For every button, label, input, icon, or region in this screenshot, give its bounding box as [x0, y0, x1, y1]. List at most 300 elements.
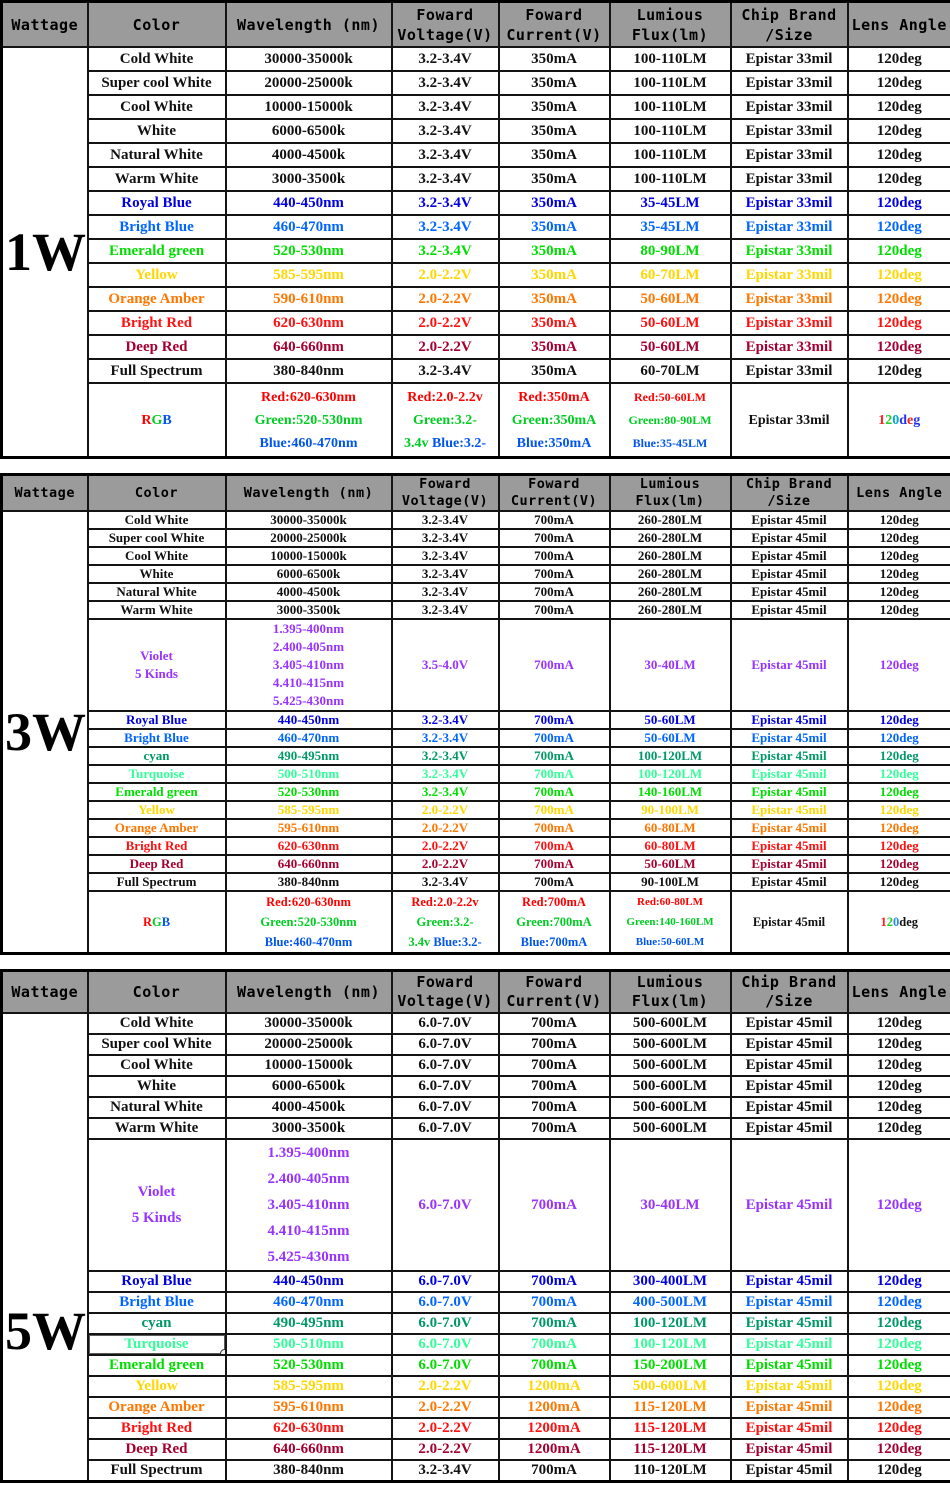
spec-row — [2, 1439, 950, 1460]
lens-cell: 120deg — [848, 765, 950, 783]
wavelength-cell: 590-610nm — [226, 287, 392, 311]
lens-cell: 120deg — [848, 747, 950, 765]
voltage-cell: 3.2-3.4V — [392, 1460, 499, 1482]
spec-row — [2, 1055, 950, 1076]
col-header-current: Foward Current(V) — [499, 475, 610, 512]
col-header-wattage: Wattage — [2, 2, 88, 48]
spec-row — [2, 765, 950, 783]
current-cell: 700mA — [499, 765, 610, 783]
spec-row — [2, 1076, 950, 1097]
color-cell: Bright Blue — [88, 1292, 226, 1313]
lens-cell: 120deg — [848, 119, 950, 143]
wavelength-cell: 3000-3500k — [226, 1118, 392, 1139]
color-cell: Yellow — [88, 801, 226, 819]
wavelength-cell: 30000-35000k — [226, 511, 392, 529]
flux-cell: Red:50-60LM Green:80-90LM Blue:35-45LM — [610, 383, 731, 458]
voltage-cell: 3.2-3.4V — [392, 95, 499, 119]
spec-row — [2, 311, 950, 335]
chip-cell: Epistar 45mil — [731, 1139, 848, 1271]
chip-cell: Epistar 45mil — [731, 711, 848, 729]
color-cell: Cool White — [88, 95, 226, 119]
chip-cell: Epistar 45mil — [731, 1376, 848, 1397]
spec-row — [2, 729, 950, 747]
wattage-cell — [2, 511, 88, 954]
chip-cell: Epistar 33mil — [731, 287, 848, 311]
color-cell: Bright Blue — [88, 729, 226, 747]
lens-cell: 120deg — [848, 729, 950, 747]
color-cell: Orange Amber — [88, 1397, 226, 1418]
wavelength-cell: 380-840nm — [226, 1460, 392, 1482]
lens-cell: 120deg — [848, 1439, 950, 1460]
wavelength-cell: 6000-6500k — [226, 119, 392, 143]
spec-row — [2, 1355, 950, 1376]
current-cell: 700mA — [499, 729, 610, 747]
flux-cell: 80-90LM — [610, 239, 731, 263]
chip-cell: Epistar 45mil — [731, 1334, 848, 1355]
wavelength-cell: 3000-3500k — [226, 167, 392, 191]
spec-row — [2, 1313, 950, 1334]
spec-row — [2, 95, 950, 119]
flux-cell: 100-110LM — [610, 119, 731, 143]
current-cell: 350mA — [499, 311, 610, 335]
current-cell: 700mA — [499, 855, 610, 873]
chip-cell: Epistar 45mil — [731, 1034, 848, 1055]
spec-row — [2, 511, 950, 529]
spec-row — [2, 1397, 950, 1418]
color-cell: Natural White — [88, 583, 226, 601]
voltage-cell: Red:2.0-2.2v Green:3.2- 3.4v Blue:3.2- — [392, 891, 499, 954]
voltage-cell: 2.0-2.2V — [392, 311, 499, 335]
color-cell: Emerald green — [88, 1355, 226, 1376]
voltage-cell: 3.2-3.4V — [392, 71, 499, 95]
voltage-cell: 3.2-3.4V — [392, 143, 499, 167]
current-cell: 350mA — [499, 143, 610, 167]
wavelength-cell: 30000-35000k — [226, 47, 392, 71]
chip-cell: Epistar 45mil — [731, 765, 848, 783]
flux-cell: 500-600LM — [610, 1034, 731, 1055]
voltage-cell: 2.0-2.2V — [392, 287, 499, 311]
col-header-voltage: Foward Voltage(V) — [392, 2, 499, 48]
voltage-cell: 3.2-3.4V — [392, 47, 499, 71]
wavelength-cell: 595-610nm — [226, 1397, 392, 1418]
current-cell: 350mA — [499, 71, 610, 95]
spec-row — [2, 601, 950, 619]
voltage-cell: 6.0-7.0V — [392, 1334, 499, 1355]
lens-cell: 120deg — [848, 1076, 950, 1097]
chip-cell: Epistar 45mil — [731, 1355, 848, 1376]
flux-cell: 500-600LM — [610, 1118, 731, 1139]
color-cell: Cold White — [88, 1013, 226, 1034]
lens-cell: 120deg — [848, 583, 950, 601]
voltage-cell: 6.0-7.0V — [392, 1076, 499, 1097]
current-cell: 700mA — [499, 1292, 610, 1313]
lens-cell: 120deg — [848, 311, 950, 335]
color-cell: Bright Red — [88, 837, 226, 855]
wavelength-cell: 4000-4500k — [226, 583, 392, 601]
lens-cell: 120deg — [848, 619, 950, 711]
spec-row — [2, 1292, 950, 1313]
col-header-color: Color — [88, 971, 226, 1014]
current-cell: 700mA — [499, 1334, 610, 1355]
spec-row — [2, 359, 950, 383]
flux-cell: 60-80LM — [610, 819, 731, 837]
lens-cell: 120deg — [848, 1334, 950, 1355]
col-header-wattage: Wattage — [2, 971, 88, 1014]
color-cell: cyan — [88, 1313, 226, 1334]
chip-cell: Epistar 45mil — [731, 783, 848, 801]
wavelength-cell: 10000-15000k — [226, 547, 392, 565]
spec-row — [2, 1334, 950, 1355]
wavelength-cell: 440-450nm — [226, 711, 392, 729]
wavelength-cell: 3000-3500k — [226, 601, 392, 619]
voltage-cell: 3.2-3.4V — [392, 783, 499, 801]
flux-cell: 30-40LM — [610, 619, 731, 711]
color-cell: Royal Blue — [88, 1271, 226, 1292]
wattage-cell — [2, 47, 88, 458]
wavelength-cell: 500-510nm — [226, 765, 392, 783]
color-cell: Orange Amber — [88, 819, 226, 837]
lens-cell: 120deg — [848, 1313, 950, 1334]
wavelength-cell: 585-595nm — [226, 263, 392, 287]
voltage-cell: 3.2-3.4V — [392, 873, 499, 891]
spec-row — [2, 119, 950, 143]
voltage-cell: 6.0-7.0V — [392, 1271, 499, 1292]
voltage-cell: 2.0-2.2V — [392, 855, 499, 873]
current-cell: 700mA — [499, 1076, 610, 1097]
chip-cell: Epistar 45mil — [731, 855, 848, 873]
spec-row — [2, 837, 950, 855]
lens-cell: 120deg — [848, 711, 950, 729]
current-cell: 700mA — [499, 819, 610, 837]
voltage-cell: 6.0-7.0V — [392, 1013, 499, 1034]
color-cell: Warm White — [88, 1118, 226, 1139]
col-header-wavelength: Wavelength (nm) — [226, 475, 392, 512]
color-cell: Yellow — [88, 263, 226, 287]
flux-cell: 260-280LM — [610, 547, 731, 565]
wavelength-cell: 1.395-400nm 2.400-405nm 3.405-410nm 4.410-415nm 5.425-430nm — [226, 619, 392, 711]
flux-cell: 500-600LM — [610, 1097, 731, 1118]
current-cell: 700mA — [499, 1118, 610, 1139]
wavelength-cell: 620-630nm — [226, 311, 392, 335]
flux-cell: 260-280LM — [610, 529, 731, 547]
color-cell: Deep Red — [88, 855, 226, 873]
current-cell: 350mA — [499, 335, 610, 359]
lens-cell: 120deg — [848, 215, 950, 239]
spec-row — [2, 529, 950, 547]
chip-cell: Epistar 33mil — [731, 119, 848, 143]
voltage-cell: 2.0-2.2V — [392, 1439, 499, 1460]
chip-cell: Epistar 45mil — [731, 873, 848, 891]
color-cell: Deep Red — [88, 1439, 226, 1460]
wavelength-cell: 490-495nm — [226, 1313, 392, 1334]
wavelength-cell: 20000-25000k — [226, 1034, 392, 1055]
col-header-chip: Chip Brand /Size — [731, 2, 848, 48]
flux-cell: 140-160LM — [610, 783, 731, 801]
flux-cell: 400-500LM — [610, 1292, 731, 1313]
flux-cell: 260-280LM — [610, 511, 731, 529]
spec-row — [2, 143, 950, 167]
flux-cell: Red:60-80LM Green:140-160LM Blue:50-60LM — [610, 891, 731, 954]
lens-cell: 120deg — [848, 239, 950, 263]
flux-cell: 260-280LM — [610, 565, 731, 583]
voltage-cell: 6.0-7.0V — [392, 1118, 499, 1139]
chip-cell: Epistar 45mil — [731, 891, 848, 954]
lens-cell: 120deg — [848, 191, 950, 215]
flux-cell: 60-70LM — [610, 359, 731, 383]
col-header-color: Color — [88, 475, 226, 512]
current-cell: 350mA — [499, 191, 610, 215]
lens-cell: 120deg — [848, 1271, 950, 1292]
current-cell: 700mA — [499, 511, 610, 529]
flux-cell: 50-60LM — [610, 287, 731, 311]
wavelength-cell: 6000-6500k — [226, 1076, 392, 1097]
spec-table-5w — [0, 969, 950, 1483]
current-cell: 350mA — [499, 167, 610, 191]
current-cell: 350mA — [499, 263, 610, 287]
flux-cell: 50-60LM — [610, 711, 731, 729]
lens-cell: 120deg — [848, 783, 950, 801]
flux-cell: 100-110LM — [610, 71, 731, 95]
wavelength-cell: Red:620-630nm Green:520-530nm Blue:460-470nm — [226, 891, 392, 954]
voltage-cell: 2.0-2.2V — [392, 1418, 499, 1439]
spec-row — [2, 1460, 950, 1482]
chip-cell: Epistar 33mil — [731, 167, 848, 191]
spec-row — [2, 47, 950, 71]
wavelength-cell: 380-840nm — [226, 873, 392, 891]
flux-cell: 50-60LM — [610, 729, 731, 747]
color-cell: Violet 5 Kinds — [88, 1139, 226, 1271]
voltage-cell: 3.2-3.4V — [392, 529, 499, 547]
lens-cell: 120deg — [848, 383, 950, 458]
lens-cell: 120deg — [848, 335, 950, 359]
col-header-color: Color — [88, 2, 226, 48]
voltage-cell: 3.2-3.4V — [392, 511, 499, 529]
current-cell: 700mA — [499, 1355, 610, 1376]
current-cell: 350mA — [499, 359, 610, 383]
color-cell: cyan — [88, 747, 226, 765]
col-header-current: Foward Current(V) — [499, 971, 610, 1014]
flux-cell: 100-120LM — [610, 765, 731, 783]
flux-cell: 35-45LM — [610, 215, 731, 239]
flux-cell: 60-80LM — [610, 837, 731, 855]
spec-table-3w — [0, 473, 950, 955]
voltage-cell: 2.0-2.2V — [392, 335, 499, 359]
lens-cell: 120deg — [848, 529, 950, 547]
selection-frame[interactable] — [88, 1334, 226, 1355]
voltage-cell: 6.0-7.0V — [392, 1034, 499, 1055]
spec-row — [2, 619, 950, 711]
wattage-label: 3W — [5, 702, 86, 762]
flux-cell: 100-120LM — [610, 1334, 731, 1355]
chip-cell: Epistar 45mil — [731, 1313, 848, 1334]
color-cell: Bright Red — [88, 311, 226, 335]
chip-cell: Epistar 45mil — [731, 837, 848, 855]
current-cell: 700mA — [499, 783, 610, 801]
color-cell: White — [88, 565, 226, 583]
current-cell: 700mA — [499, 529, 610, 547]
flux-cell: 30-40LM — [610, 1139, 731, 1271]
lens-cell: 120deg — [848, 1118, 950, 1139]
flux-cell: 60-70LM — [610, 263, 731, 287]
wavelength-cell: 20000-25000k — [226, 71, 392, 95]
chip-cell: Epistar 45mil — [731, 529, 848, 547]
lens-cell: 120deg — [848, 71, 950, 95]
wavelength-cell: 585-595nm — [226, 801, 392, 819]
voltage-cell: 3.5-4.0V — [392, 619, 499, 711]
current-cell: 350mA — [499, 215, 610, 239]
color-cell: Violet 5 Kinds — [88, 619, 226, 711]
lens-cell: 120deg — [848, 1034, 950, 1055]
color-cell: Cool White — [88, 547, 226, 565]
voltage-cell: 3.2-3.4V — [392, 747, 499, 765]
voltage-cell: 3.2-3.4V — [392, 191, 499, 215]
spec-row — [2, 215, 950, 239]
spec-row — [2, 747, 950, 765]
color-cell: Yellow — [88, 1376, 226, 1397]
chip-cell: Epistar 33mil — [731, 215, 848, 239]
flux-cell: 100-120LM — [610, 747, 731, 765]
flux-cell: 260-280LM — [610, 601, 731, 619]
flux-cell: 500-600LM — [610, 1376, 731, 1397]
color-cell: Deep Red — [88, 335, 226, 359]
chip-cell: Epistar 45mil — [731, 729, 848, 747]
spec-row — [2, 1034, 950, 1055]
col-header-lens: Lens Angle — [848, 2, 950, 48]
spec-row — [2, 167, 950, 191]
lens-cell: 120deg — [848, 1013, 950, 1034]
voltage-cell: 3.2-3.4V — [392, 711, 499, 729]
col-header-wavelength: Wavelength (nm) — [226, 971, 392, 1014]
lens-cell: 120deg — [848, 819, 950, 837]
spec-row — [2, 263, 950, 287]
color-cell: Turquoise — [88, 1334, 226, 1355]
lens-cell: 120deg — [848, 547, 950, 565]
voltage-cell: 3.2-3.4V — [392, 547, 499, 565]
wavelength-cell: 640-660nm — [226, 1439, 392, 1460]
chip-cell: Epistar 45mil — [731, 801, 848, 819]
color-cell: Super cool White — [88, 529, 226, 547]
spec-row — [2, 711, 950, 729]
flux-cell: 100-120LM — [610, 1313, 731, 1334]
voltage-cell: 3.2-3.4V — [392, 601, 499, 619]
color-cell: Cold White — [88, 511, 226, 529]
chip-cell: Epistar 45mil — [731, 1292, 848, 1313]
color-cell: Emerald green — [88, 783, 226, 801]
flux-cell: 500-600LM — [610, 1013, 731, 1034]
lens-cell: 120deg — [848, 1139, 950, 1271]
spec-row — [2, 1271, 950, 1292]
flux-cell: 260-280LM — [610, 583, 731, 601]
chip-cell: Epistar 45mil — [731, 747, 848, 765]
col-header-flux: Lumious Flux(lm) — [610, 971, 731, 1014]
current-cell: 700mA — [499, 1460, 610, 1482]
flux-cell: 50-60LM — [610, 311, 731, 335]
current-cell: 1200mA — [499, 1376, 610, 1397]
lens-cell: 120deg — [848, 263, 950, 287]
chip-cell: Epistar 45mil — [731, 583, 848, 601]
spec-row — [2, 383, 950, 458]
lens-cell: 120deg — [848, 359, 950, 383]
chip-cell: Epistar 45mil — [731, 819, 848, 837]
lens-cell: 120deg — [848, 1397, 950, 1418]
wavelength-cell: 585-595nm — [226, 1376, 392, 1397]
wavelength-cell: 620-630nm — [226, 837, 392, 855]
flux-cell: 100-110LM — [610, 47, 731, 71]
chip-cell: Epistar 45mil — [731, 1097, 848, 1118]
spec-row — [2, 873, 950, 891]
spec-row — [2, 1139, 950, 1271]
lens-cell: 120deg — [848, 1418, 950, 1439]
voltage-cell: 3.2-3.4V — [392, 765, 499, 783]
lens-cell: 120deg — [848, 1292, 950, 1313]
spec-row — [2, 1376, 950, 1397]
lens-cell: 120deg — [848, 837, 950, 855]
spec-row — [2, 1418, 950, 1439]
flux-cell: 100-110LM — [610, 95, 731, 119]
wavelength-cell: 4000-4500k — [226, 1097, 392, 1118]
voltage-cell: 3.2-3.4V — [392, 583, 499, 601]
voltage-cell: 6.0-7.0V — [392, 1313, 499, 1334]
wavelength-cell: 4000-4500k — [226, 143, 392, 167]
color-cell: RGB — [88, 891, 226, 954]
voltage-cell: 3.2-3.4V — [392, 359, 499, 383]
voltage-cell: 2.0-2.2V — [392, 263, 499, 287]
chip-cell: Epistar 33mil — [731, 359, 848, 383]
header-row — [2, 971, 950, 1014]
lens-cell: 120deg — [848, 801, 950, 819]
color-cell: Orange Amber — [88, 287, 226, 311]
current-cell: 700mA — [499, 1055, 610, 1076]
color-cell: Warm White — [88, 167, 226, 191]
lens-cell: 120deg — [848, 1355, 950, 1376]
chip-cell: Epistar 33mil — [731, 263, 848, 287]
spec-row — [2, 335, 950, 359]
current-cell: 350mA — [499, 239, 610, 263]
current-cell: 700mA — [499, 601, 610, 619]
col-header-voltage: Foward Voltage(V) — [392, 475, 499, 512]
wattage-label: 1W — [5, 222, 86, 282]
voltage-cell: 6.0-7.0V — [392, 1292, 499, 1313]
color-cell: Warm White — [88, 601, 226, 619]
chip-cell: Epistar 45mil — [731, 1271, 848, 1292]
wavelength-cell: 440-450nm — [226, 191, 392, 215]
color-cell: White — [88, 119, 226, 143]
current-cell: 700mA — [499, 747, 610, 765]
col-header-current: Foward Current(V) — [499, 2, 610, 48]
current-cell: 700mA — [499, 837, 610, 855]
current-cell: 700mA — [499, 1097, 610, 1118]
spec-row — [2, 191, 950, 215]
flux-cell: 100-110LM — [610, 143, 731, 167]
color-cell: Bright Blue — [88, 215, 226, 239]
chip-cell: Epistar 45mil — [731, 1397, 848, 1418]
chip-cell: Epistar 45mil — [731, 547, 848, 565]
color-cell: Super cool White — [88, 71, 226, 95]
header-row — [2, 2, 950, 48]
color-cell: Royal Blue — [88, 191, 226, 215]
voltage-cell: 6.0-7.0V — [392, 1097, 499, 1118]
color-cell: Cool White — [88, 1055, 226, 1076]
flux-cell: 500-600LM — [610, 1055, 731, 1076]
current-cell: 350mA — [499, 95, 610, 119]
color-cell: Royal Blue — [88, 711, 226, 729]
chip-cell: Epistar 45mil — [731, 619, 848, 711]
voltage-cell: 3.2-3.4V — [392, 729, 499, 747]
chip-cell: Epistar 45mil — [731, 1076, 848, 1097]
spec-row — [2, 1013, 950, 1034]
lens-cell: 120deg — [848, 47, 950, 71]
spec-row — [2, 1097, 950, 1118]
